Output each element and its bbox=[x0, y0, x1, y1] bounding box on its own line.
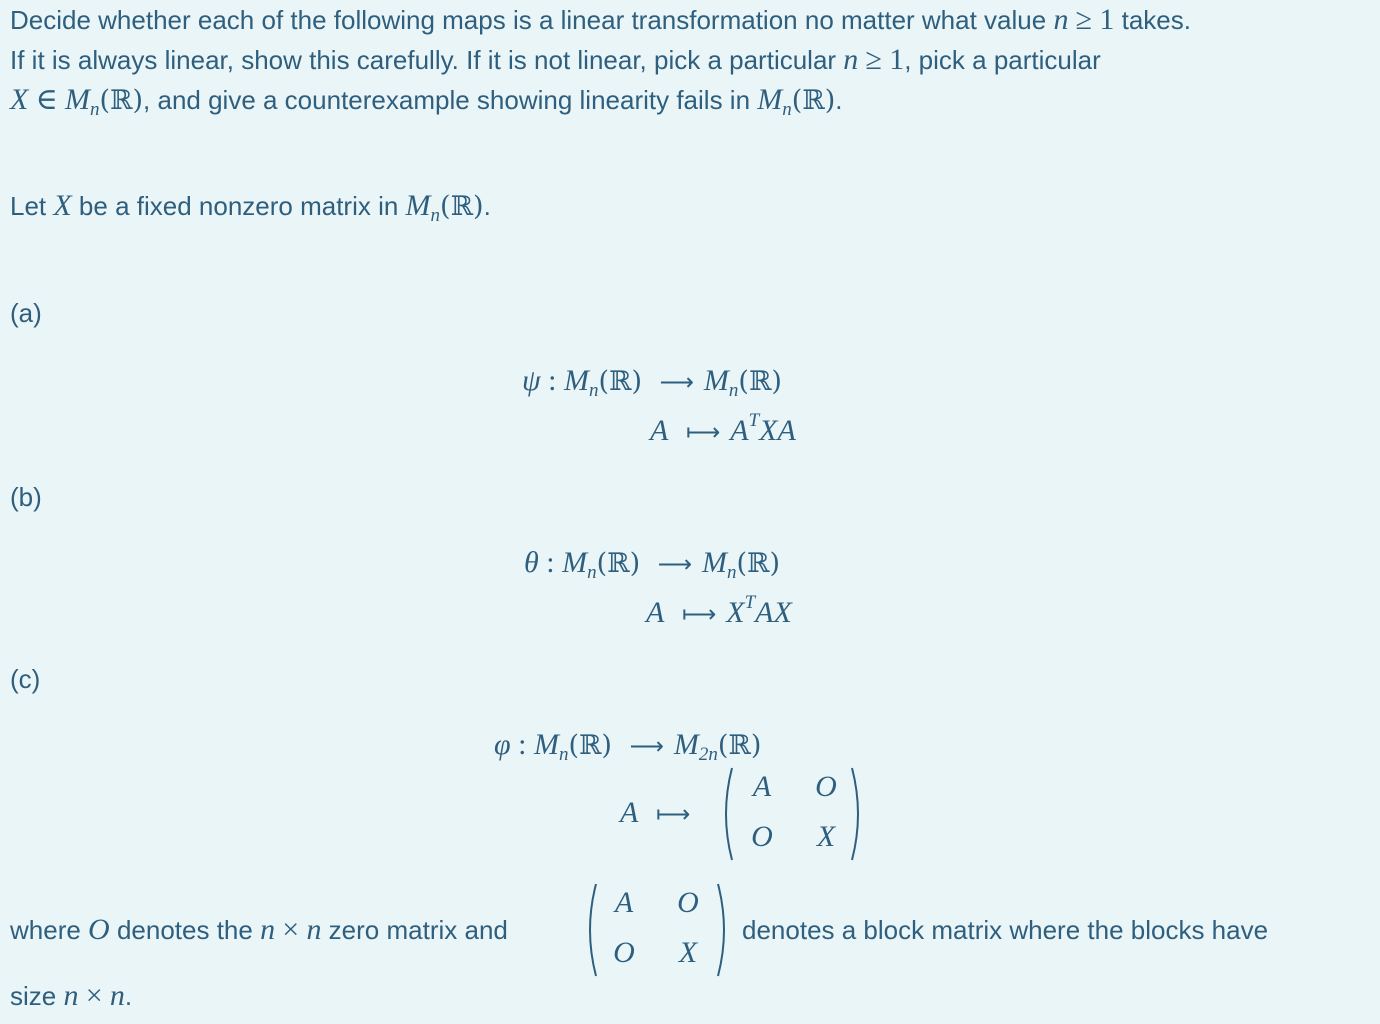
part-b-label: (b) bbox=[10, 482, 42, 512]
right-paren-icon bbox=[850, 766, 866, 862]
part-b-map-rule: A ⟼ $X^TAX$ bbox=[646, 592, 792, 629]
part-b-map-definition: θ : $M_n(ℝ)$ ⟶ $M_n(ℝ)$ bbox=[524, 546, 781, 583]
part-a-map-rule: A ⟼ $A^TXA$ bbox=[650, 410, 796, 447]
maps-to-arrow: ⟼ bbox=[685, 418, 721, 446]
footer-line-2: size n × n. bbox=[10, 979, 133, 1012]
matrix-cell: X bbox=[816, 820, 836, 853]
var-n: n bbox=[1053, 3, 1069, 36]
right-paren-icon bbox=[716, 882, 732, 978]
maps-to-arrow: ⟼ bbox=[681, 600, 717, 628]
part-c-map-rule: A ⟼ bbox=[620, 796, 691, 829]
matrix-cell: O bbox=[677, 886, 699, 919]
intro-line-3: X ∈ $M_n(ℝ)$, and give a counterexample showing linearity fails in $M_n(ℝ)$. bbox=[10, 83, 843, 120]
matrix-cell: A bbox=[752, 770, 772, 803]
theta-symbol: θ bbox=[524, 546, 539, 579]
phi-symbol: φ bbox=[494, 728, 511, 761]
intro-line-1: Decide whether each of the following maps is a linear transformation no matter what value n ≥ 1 takes. bbox=[10, 3, 1191, 36]
footer-block-matrix bbox=[582, 882, 738, 978]
left-paren-icon bbox=[718, 766, 734, 862]
given-statement: Let X be a fixed nonzero matrix in $M_n(ℝ)$. bbox=[10, 189, 491, 226]
number-one: 1 bbox=[1099, 3, 1115, 36]
part-c-map-definition: φ : $M_n(ℝ)$ ⟶ $M_{2n}(ℝ)$ bbox=[494, 728, 762, 765]
matrix-cell: A bbox=[614, 886, 634, 919]
part-c-block-matrix bbox=[718, 766, 868, 862]
matrix-cell: O bbox=[815, 770, 837, 803]
intro-line-2: If it is always linear, show this carefully. If it is not linear, pick a particular n ≥ 1, pick a particular bbox=[10, 43, 1101, 76]
psi-symbol: ψ bbox=[522, 364, 541, 397]
matrix-cell: X bbox=[678, 936, 698, 969]
long-right-arrow: ⟶ bbox=[659, 368, 694, 396]
left-paren-icon bbox=[582, 882, 598, 978]
matrix-cell: O bbox=[751, 820, 773, 853]
footer-line-1-left: where O denotes the n × n zero matrix and bbox=[10, 913, 508, 946]
part-a-map-definition: ψ : $M_n(ℝ)$ ⟶ $M_n(ℝ)$ bbox=[522, 364, 782, 401]
geq-symbol: ≥ bbox=[1075, 3, 1093, 36]
maps-to-arrow: ⟼ bbox=[655, 800, 691, 828]
long-right-arrow: ⟶ bbox=[657, 550, 693, 578]
part-a-label: (a) bbox=[10, 298, 42, 328]
long-right-arrow: ⟶ bbox=[629, 732, 664, 760]
matrix-cell: O bbox=[613, 936, 635, 969]
footer-line-1-right: denotes a block matrix where the blocks have bbox=[742, 915, 1269, 945]
part-c-label: (c) bbox=[10, 664, 41, 694]
